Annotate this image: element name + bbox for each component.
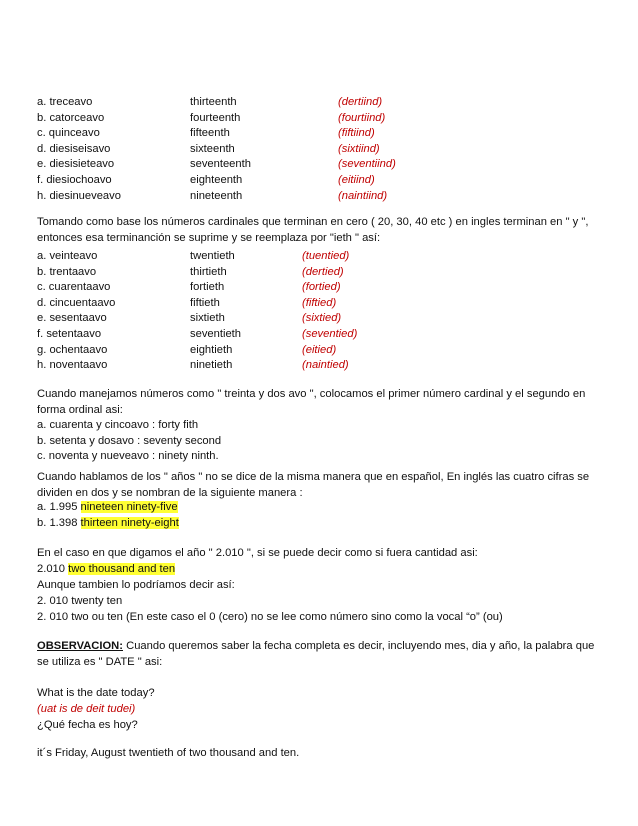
spanish-ordinal: b. trentaavo [37, 265, 97, 278]
pronunciation: (seventied) [302, 328, 358, 340]
pronunciation: (sixtiind) [338, 142, 380, 155]
pronunciation: (seventiind) [338, 158, 396, 171]
year2010-example [37, 562, 175, 576]
years-intro-paragraph: Cuando hablamos de los " años " no se dice de la misma manera que en español, En inglés las cuatro cifras se dividen en dos y se nombran de la siguiente manera : [37, 471, 590, 499]
compound-example: a. cuarenta y cincoavo : forty fith [37, 419, 199, 431]
spanish-ordinal: f. diesiochoavo [37, 174, 112, 186]
english-ordinal: eightieth [190, 343, 233, 356]
english-ordinal: fiftieth [190, 296, 220, 309]
english-ordinal: sixtieth [190, 312, 225, 325]
year-example [37, 500, 178, 514]
year2010-alt-intro: Aunque tambien lo podríamos decir así: [37, 579, 235, 591]
spanish-ordinal: a. treceavo [37, 96, 93, 108]
english-ordinal: seventeenth [190, 158, 251, 171]
spanish-ordinal: c. quinceavo [37, 127, 100, 140]
spanish-ordinal: g. ochentaavo [37, 343, 108, 356]
spanish-ordinal: f. setentaavo [37, 328, 102, 340]
pronunciation: (dertiind) [338, 96, 383, 108]
question-pronunciation: (uat is de deit tudei) [37, 703, 136, 715]
year2010-intro: En el caso en que digamos el año " 2.010 ", si se puede decir como si fuera cantidad asi: [37, 547, 478, 559]
pronunciation: (fiftiind) [338, 127, 375, 140]
english-ordinal: fortieth [190, 281, 225, 294]
compound-intro-paragraph: Cuando manejamos números como " treinta y dos avo ", colocamos el primer número cardinal y el segundo en forma ordinal asi: [37, 388, 586, 416]
compound-example: b. setenta y dosavo : seventy second [37, 434, 222, 447]
pronunciation: (sixtied) [302, 312, 342, 325]
english-ordinal: nineteenth [190, 189, 243, 202]
year-prefix: a. 1.995 [37, 501, 81, 513]
year-prefix: b. 1.398 [37, 517, 81, 529]
observation-paragraph [37, 638, 603, 670]
year2010-highlight: two thousand and ten [68, 563, 176, 575]
spanish-ordinal: h. noventaavo [37, 359, 108, 372]
year-highlight: thirteen ninety-eight [80, 517, 179, 529]
pronunciation: (fourtiind) [338, 111, 386, 124]
question-english: What is the date today? [37, 687, 155, 699]
year2010-prefix: 2.010 [37, 563, 69, 575]
question-spanish: ¿Qué fecha es hoy? [37, 719, 138, 731]
spanish-ordinal: d. cincuentaavo [37, 296, 116, 309]
english-ordinal: sixteenth [190, 142, 235, 155]
pronunciation: (dertied) [302, 265, 344, 278]
year2010-alt1: 2. 010 twenty ten [37, 595, 123, 607]
spanish-ordinal: b. catorceavo [37, 111, 105, 124]
pronunciation: (tuentied) [302, 250, 350, 262]
english-ordinal: ninetieth [190, 359, 233, 372]
pronunciation: (eitiind) [338, 174, 375, 186]
spanish-ordinal: h. diesinueveavo [37, 189, 121, 202]
english-ordinal: seventieth [190, 328, 241, 340]
year-highlight: nineteen ninety-five [80, 501, 178, 513]
english-ordinal: thirteenth [190, 96, 237, 108]
english-ordinal: twentieth [190, 250, 235, 262]
english-ordinal: fourteenth [190, 111, 241, 124]
year2010-alt2: 2. 010 two ou ten (En este caso el 0 (cero) no se lee como número sino como la vocal “o” (ou) [37, 611, 503, 623]
spanish-ordinal: c. cuarentaavo [37, 281, 111, 294]
observation-text: Cuando queremos saber la fecha completa es decir, incluyendo mes, dia y año, la palabra que se utiliza es " DATE " asi: [37, 640, 595, 668]
tens-intro-paragraph: Tomando como base los números cardinales que terminan en cero ( 20, 30, 40 etc ) en ingles terminan en " y ", entonces esa terminanción se suprime y se reemplaza por "ieth " así: [37, 216, 589, 244]
english-ordinal: fifteenth [190, 127, 230, 140]
spanish-ordinal: d. diesiseisavo [37, 142, 111, 155]
pronunciation: (naintiind) [338, 189, 388, 202]
observation-label: OBSERVACION: [37, 640, 123, 652]
compound-example: c. noventa y nueveavo : ninety ninth. [37, 450, 219, 463]
year-example [37, 516, 179, 530]
spanish-ordinal: e. sesentaavo [37, 312, 107, 325]
pronunciation: (fortied) [302, 281, 341, 294]
pronunciation: (eitied) [302, 343, 337, 356]
english-ordinal: thirtieth [190, 265, 227, 278]
pronunciation: (naintied) [302, 359, 349, 372]
english-ordinal: eighteenth [190, 174, 243, 186]
spanish-ordinal: a. veinteavo [37, 250, 98, 262]
pronunciation: (fiftied) [302, 296, 337, 309]
answer-sentence: it´s Friday, August twentieth of two thousand and ten. [37, 747, 300, 759]
spanish-ordinal: e. diesisieteavo [37, 158, 115, 171]
